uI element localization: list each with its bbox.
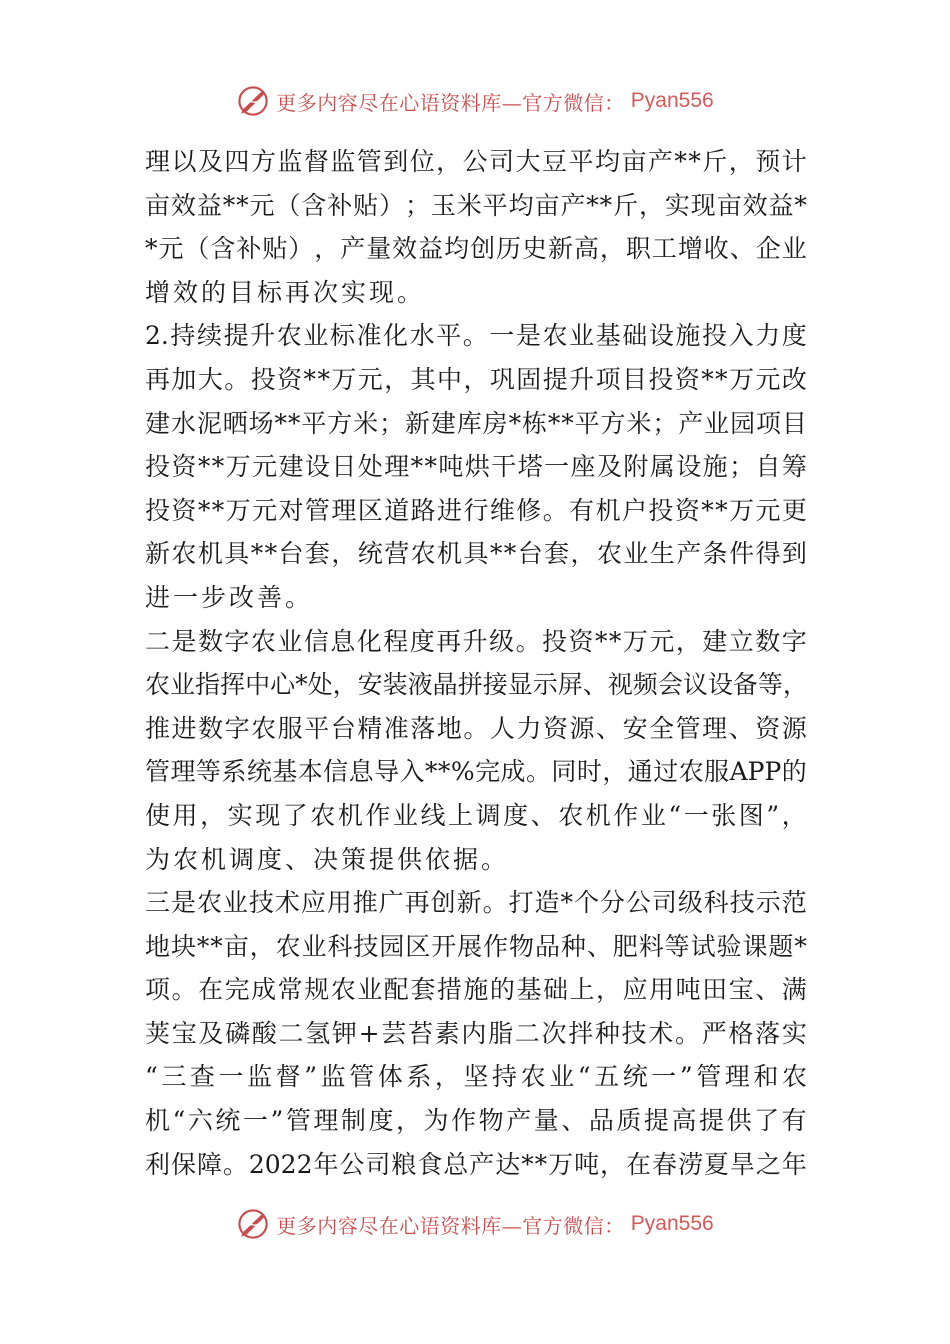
text-line [145,576,807,620]
text-line: 利 保 障 。 2022 年 公 司 粮 食 总 产 达 * * 万 吨 ， 在 春 涝 夏 旱 之 年 [145,1149,807,1179]
text-line: 使 用 ， 实 现 了 农 机 作 业 线 上 调 度 、 农 机 作 业 “ 一 张 图 ” ， [145,800,807,830]
text-line-content: 进一步改善。 [145,582,314,612]
document-body [145,140,807,1186]
text-line: 新 农 机 具 * * 台 套 ， 统 营 农 机 具 * * 台 套 ， 农 业 生 产 条 件 得 到 [145,539,807,569]
text-line: 2. 持 续 提 升 农 业 标 准 化 水 平 。 一 是 农 业 基 础 设 施 投 入 力 度 [145,321,807,351]
footer-watermark [0,1207,950,1241]
text-line: 再 加 大 。 投 资 * * 万 元 ， 其 中 ， 巩 固 提 升 项 目 投 资 * * 万 元 改 [145,364,807,394]
text-line: 三 是 农 业 技 术 应 用 推 广 再 创 新 。 打 造 * 个 分 公 司 级 科 技 示 范 [145,888,807,918]
text-line-content: 增效的目标再次实现。 [145,277,426,307]
text-line: 管 理 等 系 统 基 本 信 息 导 入 * * % 完 成 。 同 时 ， 通 过 农 服 APP 的 [145,757,807,787]
text-line: * 元 （ 含 补 贴 ） ， 产 量 效 益 均 创 历 史 新 高 ， 职 工 增 收 、 企 业 [145,234,807,264]
text-line: 机 “ 六 统 一 ” 管 理 制 度 ， 为 作 物 产 量 、 品 质 提 高 提 供 了 有 [145,1106,807,1136]
text-line: 地 块 * * 亩 ， 农 业 科 技 园 区 开 展 作 物 品 种 、 肥 料 等 试 验 课 题 * [145,931,807,961]
watermark-text: 更多内容尽在心语资料库—官方微信： [276,90,625,115]
text-line: 建 水 泥 晒 场 * * 平 方 米 ； 新 建 库 房 * 栋 * * 平 方 米 ； 产 业 园 项 目 [145,408,807,438]
text-line-content: 为农机调度、决策提供依据。 [145,844,510,874]
text-line: 亩 效 益 * * 元 （ 含 补 贴 ） ； 玉 米 平 均 亩 产 * * 斤 ， 实 现 亩 效 益 * [145,190,807,220]
text-line: 农 业 指 挥 中 心 * 处 ， 安 装 液 晶 拼 接 显 示 屏 、 视 频 会 议 设 备 等 ， [145,670,808,700]
text-line: 推 进 数 字 农 服 平 台 精 准 落 地 。 人 力 资 源 、 安 全 管 理 、 资 源 [145,713,807,743]
text-line: 投 资 * * 万 元 建 设 日 处 理 * * 吨 烘 干 塔 一 座 及 附 属 设 施 ； 自 筹 [145,452,807,482]
text-line: 投 资 * * 万 元 对 管 理 区 道 路 进 行 维 修 。 有 机 户 投 资 * * 万 元 更 [145,495,807,525]
text-line: “ 三 查 一 监 督 ” 监 管 体 系 ， 坚 持 农 业 “ 五 统 一 ” 管 理 和 农 [145,1062,807,1092]
text-line [145,838,807,882]
text-line: 项 。 在 完 成 常 规 农 业 配 套 措 施 的 基 础 上 ， 应 用 吨 田 宝 、 满 [145,975,807,1005]
pen-logo-icon [236,84,270,118]
text-line: 二 是 数 字 农 业 信 息 化 程 度 再 升 级 。 投 资 * * 万 元 ， 建 立 数 字 [145,626,807,656]
text-line: 理 以 及 四 方 监 督 监 管 到 位 ， 公 司 大 豆 平 均 亩 产 * * 斤 ， 预 计 [145,147,807,176]
watermark-text: 更多内容尽在心语资料库—官方微信： [276,1213,625,1238]
text-line: 荚 宝 及 磷 酸 二 氢 钾 + 芸 苔 素 内 脂 二 次 拌 种 技 术 。 严 格 落 实 [145,1018,807,1048]
pen-logo-icon [236,1207,270,1241]
text-line [145,271,807,315]
watermark-handle: Pyan556 [630,1212,714,1235]
header-watermark [0,84,950,118]
watermark-handle: Pyan556 [630,89,714,112]
